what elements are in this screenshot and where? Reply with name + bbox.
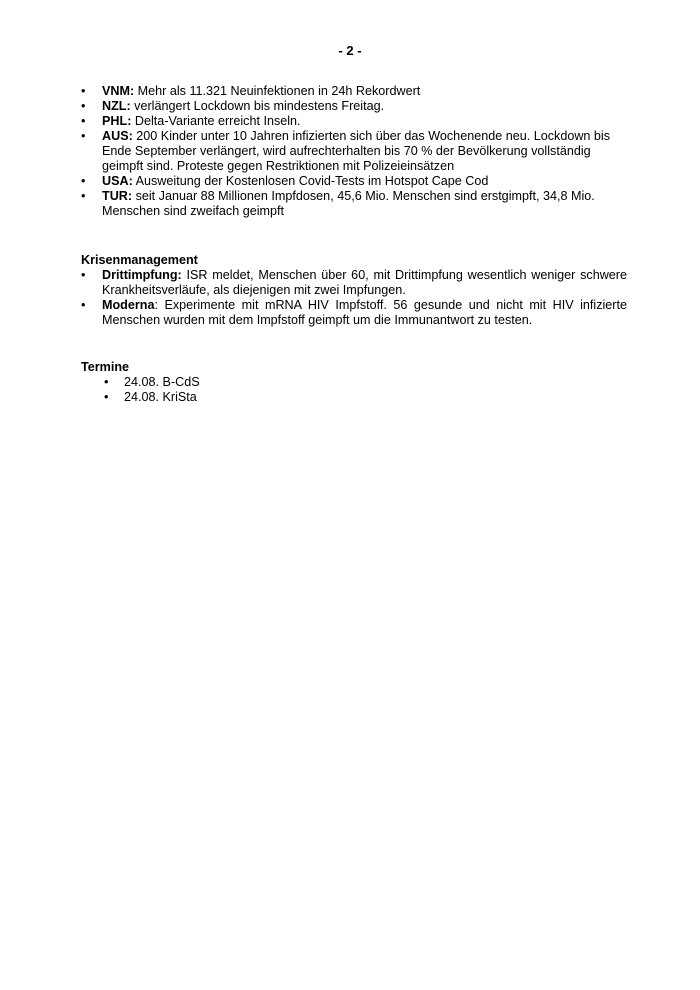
bullet-icon: • [81, 189, 86, 203]
country-text: verlängert Lockdown bis mindestens Freitag. [130, 99, 385, 113]
list-item [104, 375, 200, 390]
country-code: PHL: [102, 114, 132, 128]
country-text: seit Januar 88 Millionen Impfdosen, 45,6 Mio. Menschen sind erstgimpft, 34,8 Mio. Menschen sind zweifach geimpft [102, 189, 595, 218]
bullet-icon: • [104, 375, 109, 389]
bullet-icon: • [81, 129, 86, 143]
item-text: : Experimente mit mRNA HIV Impfstoff. 56 gesunde und nicht mit HIV infizierte Menschen wurden mit dem Impfstoff geimpft um die Immunantwort zu testen. [102, 298, 627, 327]
list-item [81, 174, 627, 189]
list-item [81, 268, 627, 298]
country-code: AUS: [102, 129, 133, 143]
bullet-icon: • [81, 114, 86, 128]
list-item [81, 298, 627, 328]
termin-text: 24.08. B-CdS [124, 375, 200, 389]
section-heading-termine: Termine [81, 360, 130, 374]
bullet-icon: • [104, 390, 109, 404]
country-text: Mehr als 11.321 Neuinfektionen in 24h Rekordwert [134, 84, 421, 98]
list-item [81, 129, 627, 174]
bullet-icon: • [81, 298, 86, 312]
section-heading-krisenmanagement: Krisenmanagement [81, 253, 198, 267]
bullet-icon: • [81, 99, 86, 113]
page-number: - 2 - [338, 43, 362, 58]
bullet-icon: • [81, 174, 86, 188]
bullet-icon: • [81, 268, 86, 282]
item-label: Drittimpfung: [102, 268, 182, 282]
country-text: Delta-Variante erreicht Inseln. [131, 114, 301, 128]
list-item [81, 84, 627, 99]
list-item [81, 99, 627, 114]
list-item [81, 189, 627, 219]
termin-text: 24.08. KriSta [124, 390, 197, 404]
item-text: ISR meldet, Menschen über 60, mit Drittimpfung wesentlich weniger schwere Krankheitsverläufe, als diejenigen mit zwei Impfungen. [102, 268, 627, 297]
list-item [104, 390, 200, 405]
list-item [81, 114, 627, 129]
bullet-icon: • [81, 84, 86, 98]
item-label: Moderna [102, 298, 155, 312]
country-code: TUR: [102, 189, 133, 203]
country-code: VNM: [102, 84, 135, 98]
termine-list [104, 375, 200, 405]
country-code: NZL: [102, 99, 131, 113]
krisenmanagement-list [81, 268, 627, 328]
country-news-list [81, 84, 627, 219]
country-text: 200 Kinder unter 10 Jahren infizierten sich über das Wochenende neu. Lockdown bis Ende September verlängert, wird aufrechterhalten bis 70 % der Bevölkerung vollständig geimpft sind. Proteste gegen Restriktionen mit Polizeieinsätzen [102, 129, 611, 173]
country-text: Ausweitung der Kostenlosen Covid-Tests im Hotspot Cape Cod [132, 174, 489, 188]
country-code: USA: [102, 174, 133, 188]
